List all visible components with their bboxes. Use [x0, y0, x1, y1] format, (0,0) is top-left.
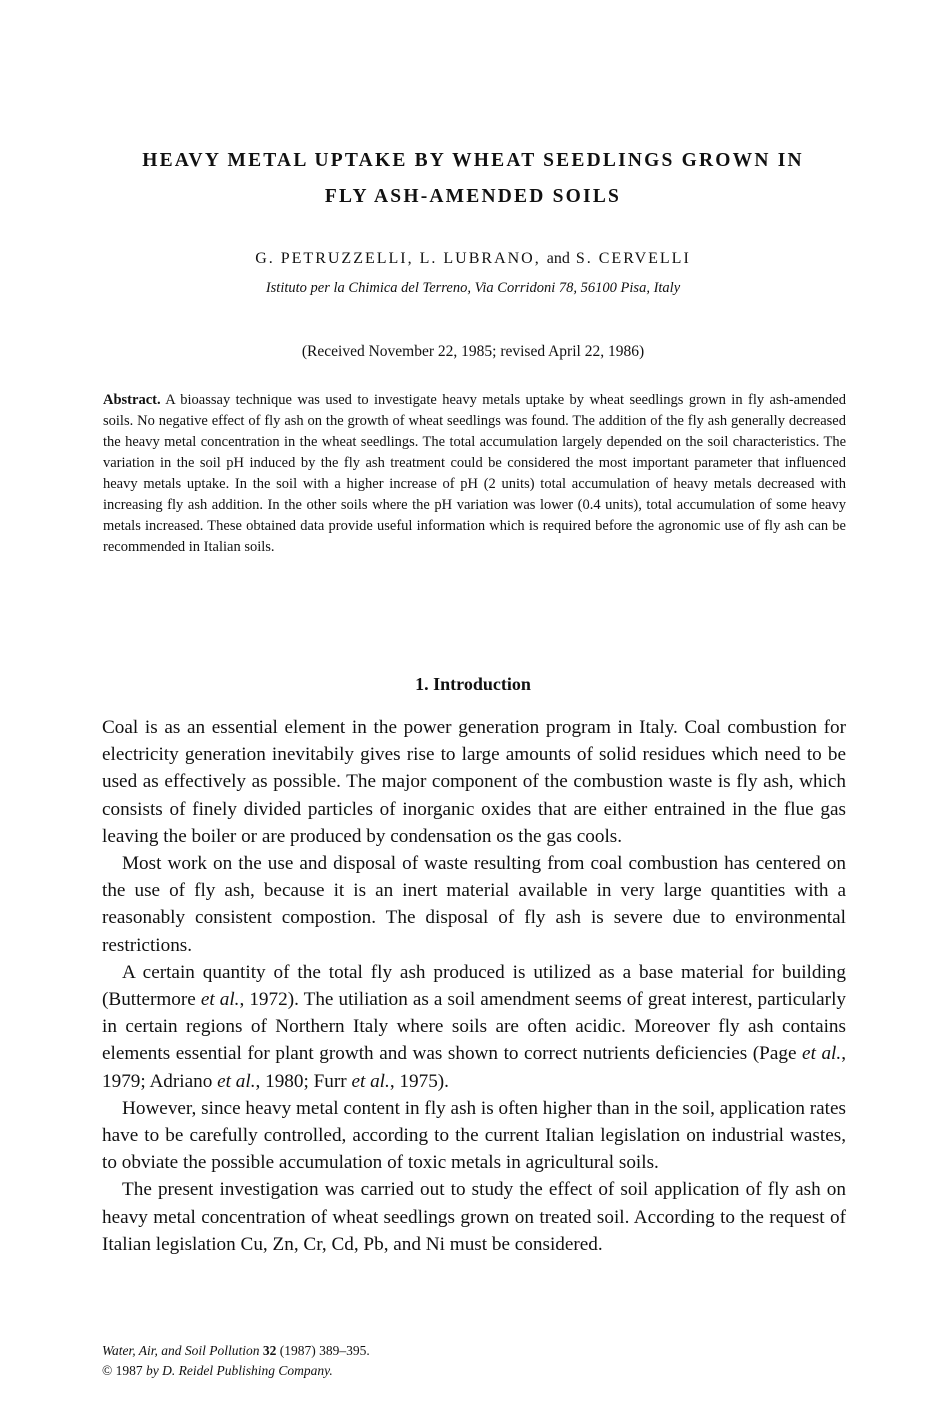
journal-citation: [102, 1341, 370, 1361]
paragraph-2: Most work on the use and disposal of waste resulting from coal combustion has centered on the use of fly ash, because it is an inert material available in very large quantities with a reasonably consistent compostion. The disposal of fly ash is severe due to environmental restrictions.: [102, 853, 846, 956]
received-dates: (Received November 22, 1985; revised April 22, 1986): [301, 343, 645, 360]
citation-et-al: et al.: [802, 1043, 842, 1065]
abstract: [103, 390, 846, 558]
citation-footer: [102, 1341, 370, 1381]
author-conjunction: and: [546, 250, 570, 267]
citation-et-al: et al.: [351, 1070, 390, 1092]
journal-name: Water, Air, and Soil Pollution: [102, 1343, 260, 1358]
abstract-text: A bioassay technique was used to investigate heavy metals uptake by wheat seedlings grown in fly ash-amended soils. No negative effect of fly ash on the growth of wheat seedlings was found. The addition of the fly ash generally decreased the heavy metal concentration in the wheat seedlings. The total accumulation largely depended on the soil characteristics. The variation in the soil pH induced by the fly ash treatment could be considered the most important parameter that influenced heavy metals uptake. In the soil with a higher increase of pH (2 units) total accumulation of heavy metals decreased with increasing fly ash addition. In the other soils where the pH variation was lower (0.4 units), total accumulation of some heavy metals increased. These obtained data provide useful information which is required before the agronomic use of fly ash can be recommended in Italian soils.: [103, 392, 846, 555]
section-heading-introduction: 1. Introduction: [415, 674, 531, 694]
author-petruzzelli: G. PETRUZZELLI,: [255, 250, 414, 267]
paragraph-3-part-3: , 1979; Adriano: [102, 1043, 846, 1092]
title-line-1: HEAVY METAL UPTAKE BY WHEAT SEEDLINGS GROWN IN: [142, 150, 804, 171]
citation-et-al: et al.: [200, 989, 240, 1011]
paragraph-1: Coal is as an essential element in the power generation program in Italy. Coal combustion for electricity generation inevitabily gives rise to large amounts of solid residues which need to be used as effectively as possible. The major component of the combustion waste is fly ash, which consists of finely divided particles of inorganic oxides that are either entrained in the flue gas leaving the boiler or are produced by condensation os the gas cools.: [102, 717, 846, 847]
author-lubrano: L. LUBRANO,: [419, 250, 541, 267]
paragraph-3-part-1: A certain quantity of the total fly ash produced is utilized as a base material for building (Buttermore: [102, 961, 846, 1011]
paragraph-3: [102, 959, 846, 1095]
abstract-label: Abstract.: [103, 392, 161, 408]
paragraph-5: The present investigation was carried out to study the effect of soil application of fly ash on heavy metal concentration of wheat seedlings grown on treated soil. According to the request of Italian legislation Cu, Zn, Cr, Cd, Pb, and Ni must be considered.: [102, 1179, 846, 1255]
author-cervelli: S. CERVELLI: [575, 250, 691, 267]
paragraph-3-part-5: , 1975).: [389, 1070, 449, 1092]
title-line-2: FLY ASH-AMENDED SOILS: [324, 186, 622, 207]
author-list: [60, 250, 886, 268]
journal-details: (1987) 389–395.: [279, 1343, 370, 1358]
copyright-year: © 1987: [102, 1363, 143, 1378]
affiliation: Istituto per la Chimica del Terreno, Via Corridoni 78, 56100 Pisa, Italy: [265, 280, 681, 296]
paragraph-3-part-2: , 1972). The utiliation as a soil amendment seems of great interest, particularly in certain regions of Northern Italy where soils are often acidic. Moreover fly ash contains elements essential for plant growth and was shown to correct nutrients deficiencies (Page: [102, 989, 846, 1065]
paragraph-3-part-4: , 1980; Furr: [255, 1070, 352, 1092]
copyright-line: [102, 1361, 370, 1381]
introduction-body: [102, 714, 846, 1258]
paper-title: [60, 143, 886, 215]
citation-et-al: et al.: [217, 1070, 256, 1092]
publisher-name: by D. Reidel Publishing Company.: [146, 1363, 333, 1378]
journal-volume: 32: [262, 1343, 277, 1358]
paragraph-4: However, since heavy metal content in fly ash is often higher than in the soil, application rates have to be carefully controlled, according to the current Italian legislation on industrial wastes, to obviate the possible accumulation of toxic metals in agricultural soils.: [102, 1097, 846, 1174]
